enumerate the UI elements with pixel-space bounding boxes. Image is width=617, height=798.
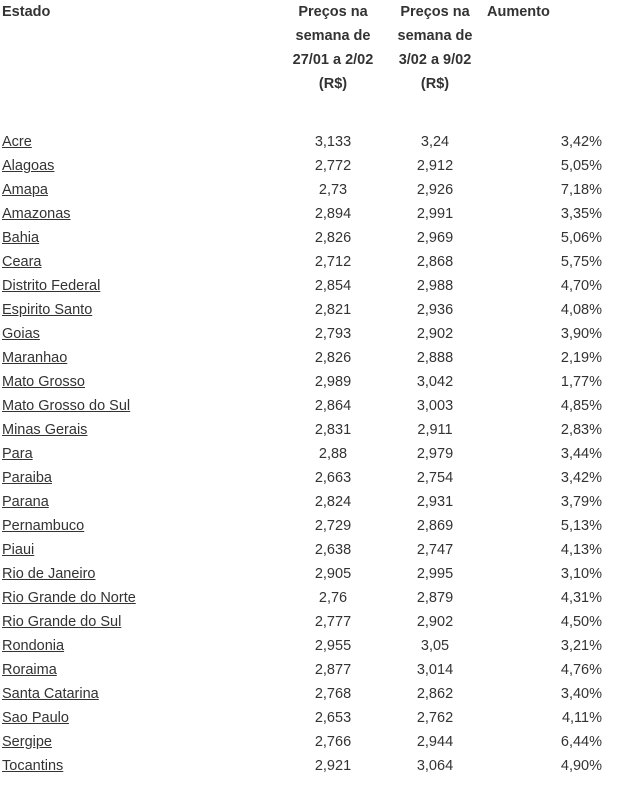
increase: 5,75% xyxy=(560,254,602,270)
price-week2: 3,014 xyxy=(416,662,454,678)
price-week1: 2,894 xyxy=(314,206,352,222)
state-cell xyxy=(0,634,283,658)
header-row xyxy=(0,0,617,96)
state-cell xyxy=(0,418,283,442)
price-week2: 3,24 xyxy=(420,134,450,150)
state-link[interactable]: Rondonia xyxy=(2,638,65,654)
state-cell xyxy=(0,322,283,346)
increase: 3,21% xyxy=(560,638,602,654)
table-row xyxy=(0,730,617,754)
state-link[interactable]: Piaui xyxy=(2,542,35,558)
state-link[interactable]: Pernambuco xyxy=(2,518,85,534)
increase: 3,40% xyxy=(560,686,602,702)
increase: 4,11% xyxy=(561,710,602,726)
state-link[interactable]: Para xyxy=(2,446,33,462)
price-week2: 2,902 xyxy=(416,614,454,630)
price-week2: 2,888 xyxy=(416,350,454,366)
state-cell xyxy=(0,658,283,682)
price-week1: 3,133 xyxy=(314,134,352,150)
header-spacer xyxy=(0,96,617,130)
table-row xyxy=(0,322,617,346)
table-row xyxy=(0,154,617,178)
state-link[interactable]: Sao Paulo xyxy=(2,710,69,726)
header-week1-line2: semana de xyxy=(295,28,371,44)
price-week1: 2,905 xyxy=(314,566,352,582)
increase: 3,42% xyxy=(560,134,602,150)
state-cell xyxy=(0,226,283,250)
state-link[interactable]: Rio Grande do Norte xyxy=(2,590,136,606)
increase: 3,10% xyxy=(560,566,602,582)
increase: 2,83% xyxy=(560,422,602,438)
increase: 4,08% xyxy=(560,302,602,318)
state-cell xyxy=(0,466,283,490)
increase: 5,05% xyxy=(560,158,602,174)
table-row xyxy=(0,466,617,490)
state-link[interactable]: Rio Grande do Sul xyxy=(2,614,122,630)
state-cell xyxy=(0,370,283,394)
table-row xyxy=(0,514,617,538)
state-cell xyxy=(0,202,283,226)
table-row xyxy=(0,586,617,610)
price-week2: 2,911 xyxy=(417,422,453,438)
price-week2: 2,969 xyxy=(416,230,454,246)
increase: 1,77% xyxy=(560,374,602,390)
table-row xyxy=(0,202,617,226)
state-link[interactable]: Bahia xyxy=(2,230,40,246)
price-week2: 2,869 xyxy=(416,518,454,534)
price-week2: 2,991 xyxy=(416,206,454,222)
state-cell xyxy=(0,250,283,274)
state-link[interactable]: Paraiba xyxy=(2,470,52,486)
state-link[interactable]: Mato Grosso do Sul xyxy=(2,398,131,414)
increase: 5,13% xyxy=(560,518,602,534)
header-week2-line1: Preços na xyxy=(400,4,470,20)
price-week2: 2,995 xyxy=(416,566,454,582)
state-link[interactable]: Espirito Santo xyxy=(2,302,93,318)
state-link[interactable]: Amapa xyxy=(2,182,48,198)
table-row xyxy=(0,538,617,562)
state-cell xyxy=(0,346,283,370)
price-week2: 2,862 xyxy=(416,686,454,702)
state-link[interactable]: Parana xyxy=(2,494,49,510)
table-row xyxy=(0,754,617,778)
state-cell xyxy=(0,274,283,298)
state-link[interactable]: Rio de Janeiro xyxy=(2,566,96,582)
price-week2: 2,979 xyxy=(416,446,454,462)
table-row xyxy=(0,610,617,634)
state-link[interactable]: Distrito Federal xyxy=(2,278,101,294)
header-week2-line2: semana de xyxy=(397,28,473,44)
table-row xyxy=(0,274,617,298)
increase: 7,18% xyxy=(560,182,602,198)
state-cell xyxy=(0,562,283,586)
increase: 4,76% xyxy=(560,662,602,678)
table-row xyxy=(0,250,617,274)
price-week2: 2,762 xyxy=(416,710,454,726)
table-row xyxy=(0,226,617,250)
price-week1: 2,777 xyxy=(314,614,352,630)
state-cell xyxy=(0,490,283,514)
state-cell xyxy=(0,730,283,754)
state-link[interactable]: Mato Grosso xyxy=(2,374,85,390)
price-week2: 2,926 xyxy=(416,182,454,198)
state-cell xyxy=(0,586,283,610)
state-cell xyxy=(0,754,283,778)
price-week1: 2,877 xyxy=(314,662,352,678)
price-week2: 2,988 xyxy=(416,278,454,294)
price-week1: 2,768 xyxy=(314,686,352,702)
state-cell xyxy=(0,130,283,154)
table-row xyxy=(0,418,617,442)
price-week1: 2,826 xyxy=(314,350,352,366)
price-week1: 2,88 xyxy=(318,446,348,462)
increase: 3,90% xyxy=(560,326,602,342)
increase: 4,50% xyxy=(560,614,602,630)
state-cell xyxy=(0,610,283,634)
increase: 4,85% xyxy=(560,398,602,414)
table-body xyxy=(0,130,617,778)
price-week2: 2,902 xyxy=(416,326,454,342)
state-cell xyxy=(0,682,283,706)
price-week2: 2,936 xyxy=(416,302,454,318)
header-week1-line3: 27/01 a 2/02 xyxy=(292,52,374,68)
increase: 3,44% xyxy=(560,446,602,462)
table-row xyxy=(0,490,617,514)
price-week1: 2,854 xyxy=(314,278,352,294)
state-link[interactable]: Santa Catarina xyxy=(2,686,99,702)
price-week2: 2,747 xyxy=(416,542,454,558)
table-row xyxy=(0,658,617,682)
state-cell xyxy=(0,394,283,418)
state-link[interactable]: Alagoas xyxy=(2,158,55,174)
state-link[interactable]: Goias xyxy=(2,326,40,342)
table-row xyxy=(0,562,617,586)
price-week1: 2,831 xyxy=(314,422,352,438)
price-week1: 2,821 xyxy=(314,302,352,318)
header-week2-line4: (R$) xyxy=(420,76,450,92)
increase: 3,35% xyxy=(560,206,602,222)
table-row xyxy=(0,394,617,418)
table-row xyxy=(0,706,617,730)
increase: 4,90% xyxy=(560,758,602,774)
header-week2 xyxy=(383,0,487,96)
increase: 4,70% xyxy=(560,278,602,294)
table-row xyxy=(0,346,617,370)
price-week1: 2,663 xyxy=(314,470,352,486)
price-week2: 2,931 xyxy=(416,494,454,510)
state-link[interactable]: Sergipe xyxy=(2,734,52,750)
table-row xyxy=(0,442,617,466)
state-link[interactable]: Roraima xyxy=(2,662,57,678)
state-cell xyxy=(0,706,283,730)
price-week1: 2,729 xyxy=(314,518,352,534)
table-row xyxy=(0,130,617,154)
state-cell xyxy=(0,442,283,466)
price-week1: 2,921 xyxy=(314,758,352,774)
state-link[interactable]: Acre xyxy=(2,134,32,150)
header-week2-line3: 3/02 a 9/02 xyxy=(398,52,472,68)
price-week1: 2,989 xyxy=(314,374,352,390)
price-week1: 2,766 xyxy=(314,734,352,750)
increase: 6,44% xyxy=(560,734,602,750)
state-cell xyxy=(0,514,283,538)
table-row xyxy=(0,682,617,706)
increase: 3,79% xyxy=(560,494,602,510)
increase: 3,42% xyxy=(560,470,602,486)
price-week1: 2,73 xyxy=(318,182,348,198)
table-row xyxy=(0,634,617,658)
price-week1: 2,653 xyxy=(314,710,352,726)
price-week1: 2,76 xyxy=(318,590,348,606)
state-cell xyxy=(0,538,283,562)
header-week1-line1: Preços na xyxy=(298,4,368,20)
price-week1: 2,793 xyxy=(314,326,352,342)
price-week1: 2,772 xyxy=(314,158,352,174)
state-cell xyxy=(0,154,283,178)
price-week2: 2,879 xyxy=(416,590,454,606)
price-week1: 2,638 xyxy=(314,542,352,558)
state-cell xyxy=(0,298,283,322)
price-week2: 2,754 xyxy=(416,470,454,486)
price-week2: 3,05 xyxy=(420,638,450,654)
price-week2: 2,868 xyxy=(416,254,454,270)
state-link[interactable]: Tocantins xyxy=(2,758,64,774)
table-row xyxy=(0,298,617,322)
price-week1: 2,824 xyxy=(314,494,352,510)
state-link[interactable]: Ceara xyxy=(2,254,42,270)
price-week2: 3,064 xyxy=(416,758,454,774)
price-week2: 3,003 xyxy=(416,398,454,414)
price-week1: 2,712 xyxy=(314,254,352,270)
price-week1: 2,864 xyxy=(314,398,352,414)
state-link[interactable]: Minas Gerais xyxy=(2,422,88,438)
state-link[interactable]: Amazonas xyxy=(2,206,71,222)
header-week1 xyxy=(283,0,383,96)
price-week1: 2,826 xyxy=(314,230,352,246)
header-week1-line4: (R$) xyxy=(318,76,348,92)
price-week2: 2,912 xyxy=(416,158,454,174)
increase: 4,31% xyxy=(560,590,602,606)
increase: 2,19% xyxy=(560,350,602,366)
increase: 4,13% xyxy=(560,542,602,558)
increase: 5,06% xyxy=(560,230,602,246)
price-week2: 2,944 xyxy=(416,734,454,750)
price-week1: 2,955 xyxy=(314,638,352,654)
header-estado: Estado xyxy=(2,4,51,20)
table-row xyxy=(0,370,617,394)
header-aumento: Aumento xyxy=(487,4,550,20)
state-link[interactable]: Maranhao xyxy=(2,350,68,366)
price-week2: 3,042 xyxy=(416,374,454,390)
table-row xyxy=(0,178,617,202)
state-cell xyxy=(0,178,283,202)
